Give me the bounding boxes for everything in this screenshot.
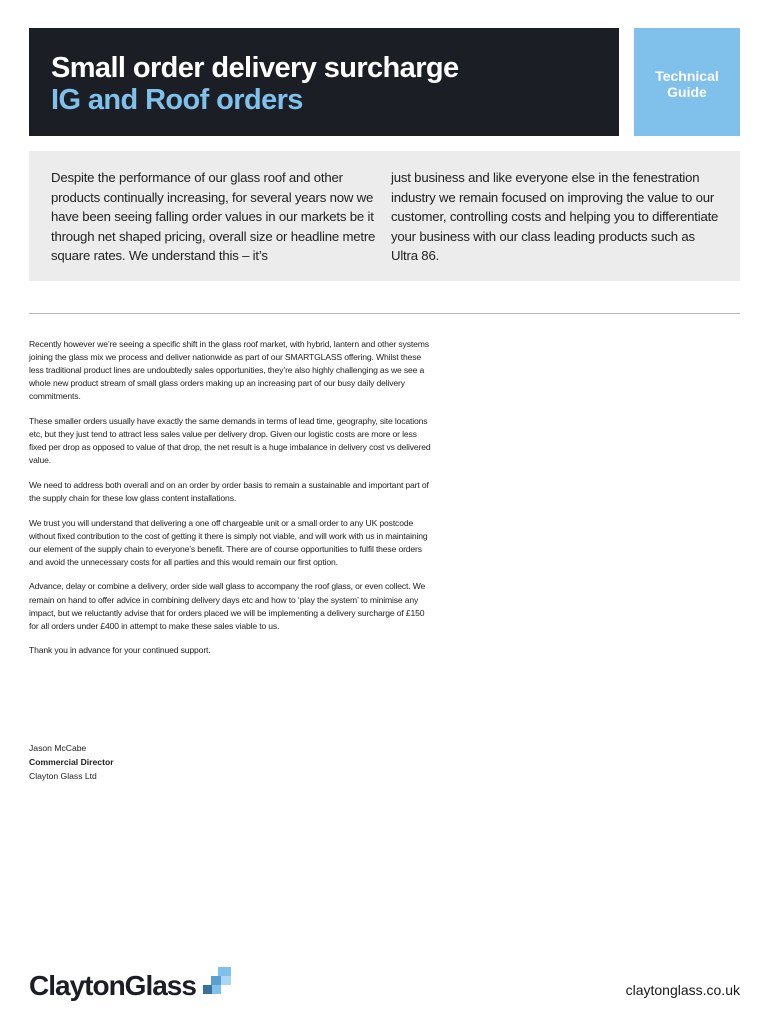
logo-wordmark: ClaytonGlass — [29, 970, 196, 1001]
signatory-role: Commercial Director — [29, 757, 114, 767]
body-paragraph: Thank you in advance for your continued support. — [29, 645, 211, 656]
intro-panel — [29, 151, 740, 281]
body-paragraph: Recently however we’re seeing a specific shift in the glass roof market, with hybrid, lantern and other systems joining the glass mix we process and deliver nationwide as part of our SMARTGLASS offering. Whilst these less traditional product lines are undoubtedly sales opportunities, they’re also highly challenging as we see a whole new product stream of small glass orders making up an increasing part of our busy daily delivery commitments. — [29, 339, 429, 402]
signature-block — [29, 741, 114, 783]
intro-text-right: just business and like everyone else in the fenestration industry we remain focused on improving the value to our customer, controlling costs and helping you to differentiate your business with our class leading products such as Ultra 86. — [391, 170, 719, 263]
tag-line-2: Guide — [667, 84, 707, 100]
website-link[interactable]: claytonglass.co.uk — [625, 982, 740, 998]
company-logo — [29, 966, 231, 1006]
title-banner — [29, 28, 619, 136]
clayton-glass-squares-icon — [203, 967, 231, 995]
page-title: Small order delivery surcharge — [51, 52, 459, 84]
intro-text-left: Despite the performance of our glass roof and other products continually increasing, for several years now we have been seeing falling order values in our markets be it through net shaped pricing, overall size or headline metre square rates. We understand this – it’s — [51, 170, 376, 263]
signatory-name: Jason McCabe — [29, 743, 87, 753]
body-paragraph: Advance, delay or combine a delivery, order side wall glass to accompany the roof glass, or even collect. We remain on hand to offer advice in combining delivery days etc and how to ‘play the system’ to minimise any impact, but we reluctantly advise that for orders placed we will be implementing a delivery surcharge of £150 for all orders under £400 in attempt to make these sales viable to us. — [29, 581, 426, 631]
page-subtitle: IG and Roof orders — [51, 84, 303, 116]
technical-guide-tag — [634, 28, 740, 136]
body-paragraph: These smaller orders usually have exactly the same demands in terms of lead time, geography, site locations etc, but they just tend to attract less sales value per delivery drop. Given our logistic costs are more or less fixed per drop as opposed to value of that drop, the net result is a huge imbalance in delivery cost vs delivered value. — [29, 415, 431, 466]
signatory-company: Clayton Glass Ltd — [29, 771, 97, 781]
tag-line-1: Technical — [655, 68, 719, 84]
body-paragraph: We trust you will understand that delivering a one off chargeable unit or a small order to any UK postcode without fixed contribution to the cost of getting it there is simply not viable, and will work with us in maintaining our element of the supply chain to everyone’s benefit. There are of course opportunities to fulfil these orders and avoid the unnecessary costs for all parties and this would remain our first option. — [29, 517, 428, 567]
section-divider — [29, 313, 740, 314]
body-paragraph: We need to address both overall and on an order by order basis to remain a sustainable and important part of the supply chain for these low glass content installations. — [29, 479, 429, 503]
letter-body — [29, 338, 434, 669]
